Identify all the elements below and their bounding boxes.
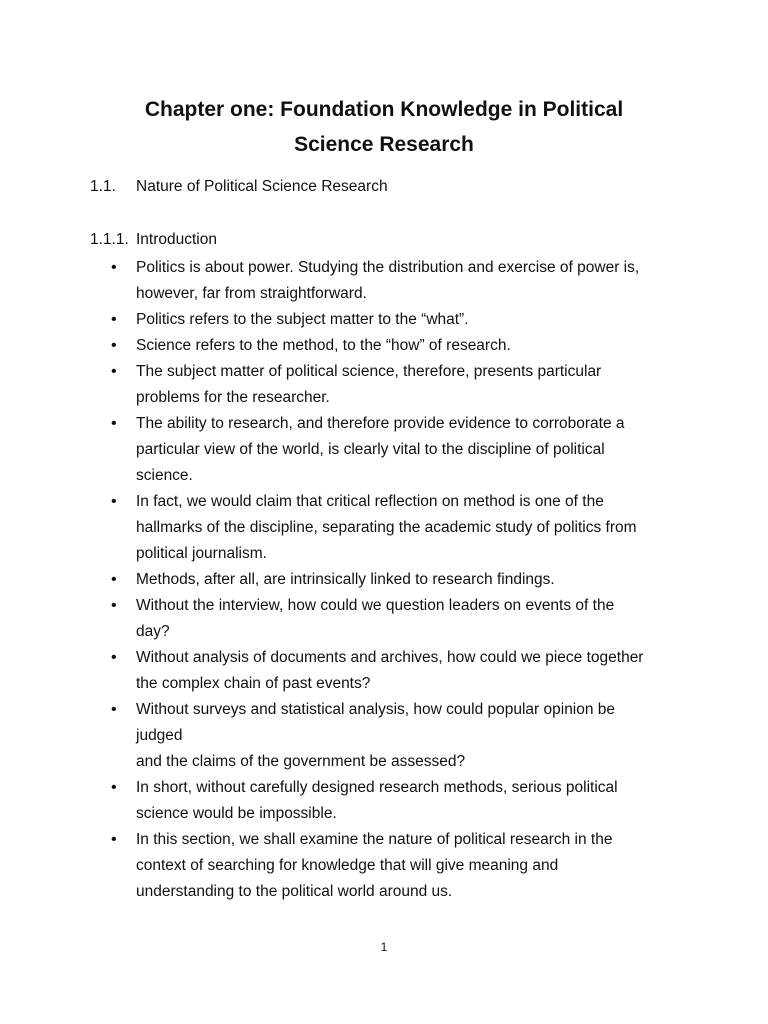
bullet-line: • Politics is about power. Studying the distribution and exercise of power is, — [136, 259, 640, 276]
bullet-line: political journalism. — [136, 545, 267, 562]
bullet-item — [0, 359, 768, 411]
bullet-line: • The ability to research, and therefore provide evidence to corroborate a — [136, 415, 625, 432]
bullet-line: context of searching for knowledge that will give meaning and — [136, 857, 559, 874]
chapter-title-line-2: Science Research — [294, 133, 474, 156]
bullet-line: • Without surveys and statistical analysis, how could popular opinion be — [136, 701, 616, 718]
bullet-item — [0, 775, 768, 827]
bullet-line: day? — [136, 623, 170, 640]
section-number: 1.1. — [90, 178, 116, 195]
bullet-list — [0, 255, 768, 905]
subsection-heading — [90, 230, 217, 250]
chapter-title-line-1: Chapter one: Foundation Knowledge in Political — [144, 98, 624, 121]
section-label: Nature of Political Science Research — [136, 178, 388, 195]
bullet-line: • In this section, we shall examine the nature of political research in the — [136, 831, 613, 848]
bullet-line: judged — [136, 727, 183, 744]
bullet-item — [0, 697, 768, 775]
subsection-number: 1.1.1. — [90, 231, 129, 248]
bullet-line: • Without the interview, how could we question leaders on events of the — [136, 597, 615, 614]
bullet-item — [0, 567, 768, 593]
bullet-item — [0, 593, 768, 645]
chapter-title — [100, 92, 668, 162]
bullet-line: • In fact, we would claim that critical reflection on method is one of the — [136, 493, 604, 510]
page-number: 1 — [380, 940, 388, 954]
bullet-line: hallmarks of the discipline, separating the academic study of politics from — [136, 519, 637, 536]
bullet-line: • Science refers to the method, to the “how” of research. — [136, 337, 511, 354]
section-heading — [90, 177, 388, 197]
bullet-item — [0, 255, 768, 307]
bullet-item — [0, 411, 768, 489]
bullet-line: • Without analysis of documents and archives, how could we piece together — [136, 649, 644, 666]
bullet-line: • In short, without carefully designed research methods, serious political — [136, 779, 618, 796]
bullet-line: and the claims of the government be assessed? — [136, 753, 466, 770]
bullet-line: • The subject matter of political science, therefore, presents particular — [136, 363, 602, 380]
bullet-line: science would be impossible. — [136, 805, 337, 822]
bullet-line: problems for the researcher. — [136, 389, 330, 406]
bullet-item — [0, 645, 768, 697]
bullet-line: particular view of the world, is clearly vital to the discipline of political — [136, 441, 605, 458]
bullet-item — [0, 307, 768, 333]
bullet-line: the complex chain of past events? — [136, 675, 371, 692]
bullet-item — [0, 489, 768, 567]
bullet-line: science. — [136, 467, 193, 484]
bullet-line: • Methods, after all, are intrinsically linked to research findings. — [136, 571, 555, 588]
bullet-line: however, far from straightforward. — [136, 285, 367, 302]
bullet-line: understanding to the political world around us. — [136, 883, 453, 900]
bullet-line: • Politics refers to the subject matter to the “what”. — [136, 311, 469, 328]
bullet-item — [0, 333, 768, 359]
bullet-item — [0, 827, 768, 905]
subsection-label: Introduction — [136, 231, 217, 248]
